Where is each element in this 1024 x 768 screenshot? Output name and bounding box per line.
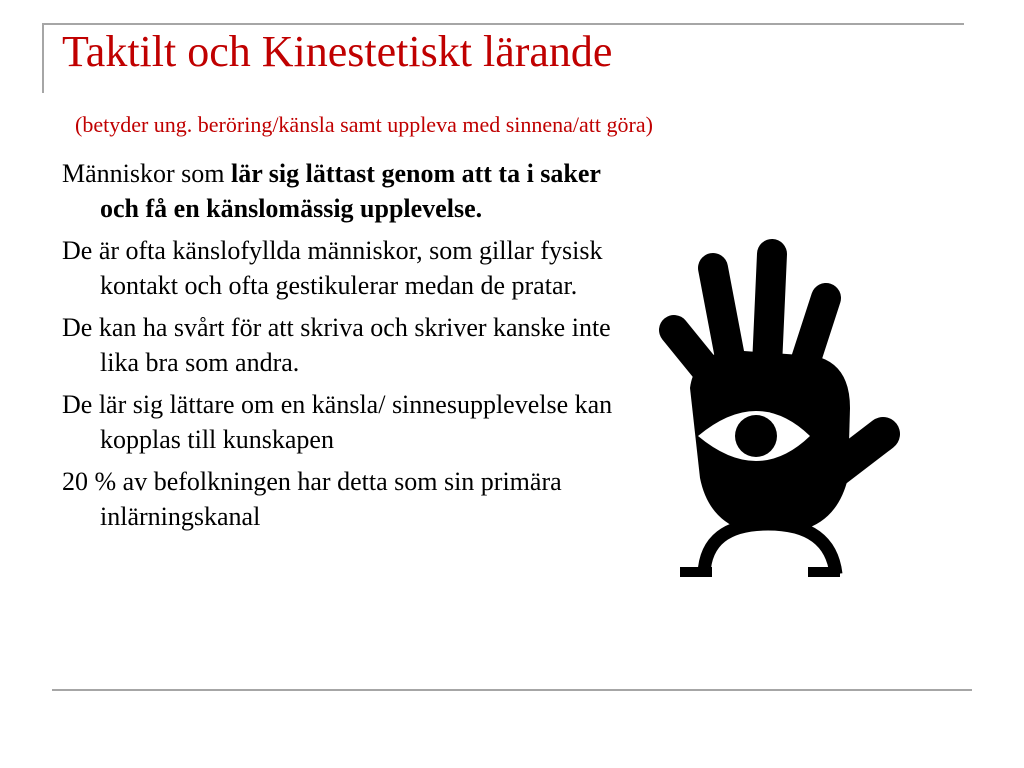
- bullet-bold-text: lär sig lättast genom att ta i saker och få en känslomässig upplevelse.: [100, 159, 601, 223]
- bullet-item: 20 % av befolkningen har detta som sin primära inlärningskanal: [62, 467, 562, 531]
- bullet-item: De är ofta känslofyllda människor, som gillar fysisk kontakt och ofta gestikulerar medan de pratar.: [62, 236, 603, 300]
- hand-with-eye-icon: [650, 238, 910, 583]
- bottom-divider: [52, 689, 972, 691]
- slide-title: Taktilt och Kinestetiskt lärande: [62, 27, 613, 76]
- bullet-item: De kan ha svårt för att skriva och skriver kanske inte lika bra som andra.: [62, 313, 611, 377]
- bullet-item: [62, 156, 622, 226]
- bullet-list: [62, 156, 622, 541]
- bullet-item: De lär sig lättare om en känsla/ sinnesupplevelse kan kopplas till kunskapen: [62, 390, 613, 454]
- bullet-lead-text: Människor som: [62, 159, 231, 188]
- top-divider: [42, 23, 964, 25]
- slide-subtitle: (betyder ung. beröring/känsla samt uppleva med sinnena/att göra): [75, 112, 653, 137]
- left-divider: [42, 23, 44, 93]
